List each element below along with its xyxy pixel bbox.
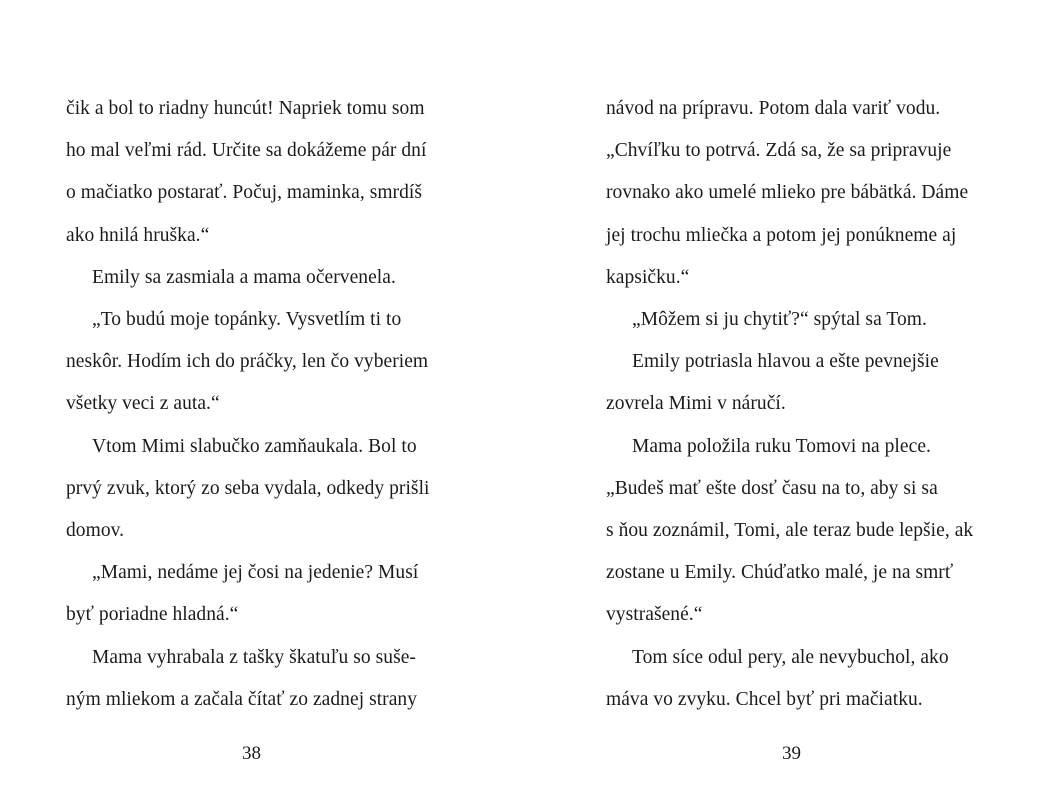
paragraph-first-line: „To budú moje topánky. Vysvetlím ti to	[92, 309, 402, 330]
text-line: ho mal veľmi rád. Určite sa dokážeme pár dní	[66, 140, 427, 162]
text-line: prvý zvuk, ktorý zo seba vydala, odkedy prišli	[66, 477, 430, 499]
paragraph-first-line: Mama položila ruku Tomovi na plece.	[632, 435, 931, 457]
text-line: domov.	[66, 520, 125, 541]
paragraph-first-line: Mama vyhrabala z tašky škatuľu so suše-	[92, 646, 416, 668]
text-line: byť poriadne hladná.“	[66, 604, 239, 626]
right-page-number: 39	[782, 743, 801, 764]
text-line: rovnako ako umelé mlieko pre bábätká. Dáme	[606, 182, 969, 204]
text-line: všetky veci z auta.“	[66, 393, 220, 415]
text-line: ako hnilá hruška.“	[66, 224, 210, 246]
paragraph-first-line: Emily sa zasmiala a mama očervenela.	[92, 266, 396, 288]
text-line: „Chvíľku to potrvá. Zdá sa, že sa pripravuje	[606, 140, 952, 162]
text-line: ným mliekom a začala čítať zo zadnej strany	[66, 688, 418, 710]
paragraph-first-line: „Môžem si ju chytiť?“ spýtal sa Tom.	[632, 309, 927, 330]
text-line: čik a bol to riadny huncút! Napriek tomu som	[66, 98, 425, 119]
left-page	[66, 0, 486, 800]
right-page	[606, 0, 1026, 800]
paragraph-first-line: Vtom Mimi slabučko zamňaukala. Bol to	[92, 435, 417, 457]
text-line: „Budeš mať ešte dosť času na to, aby si sa	[606, 477, 938, 499]
text-line: vystrašené.“	[606, 604, 703, 626]
text-line: zostane u Emily. Chúďatko malé, je na smrť	[606, 562, 954, 584]
text-line: jej trochu mliečka a potom jej ponúkneme aj	[606, 224, 957, 246]
text-line: neskôr. Hodím ich do práčky, len čo vyberiem	[66, 351, 429, 373]
text-line: kapsičku.“	[606, 266, 690, 288]
text-line: zovrela Mimi v náručí.	[606, 393, 786, 415]
paragraph-first-line: „Mami, nedáme jej čosi na jedenie? Musí	[92, 562, 419, 584]
text-line: s ňou zoznámil, Tomi, ale teraz bude lepšie, ak	[606, 520, 974, 541]
left-page-number: 38	[242, 743, 261, 764]
text-line: návod na prípravu. Potom dala variť vodu.	[606, 98, 941, 119]
text-line: máva vo zvyku. Chcel byť pri mačiatku.	[606, 688, 923, 710]
paragraph-first-line: Tom síce odul pery, ale nevybuchol, ako	[632, 646, 949, 668]
paragraph-first-line: Emily potriasla hlavou a ešte pevnejšie	[632, 351, 939, 373]
text-line: o mačiatko postarať. Počuj, maminka, smrdíš	[66, 182, 422, 204]
